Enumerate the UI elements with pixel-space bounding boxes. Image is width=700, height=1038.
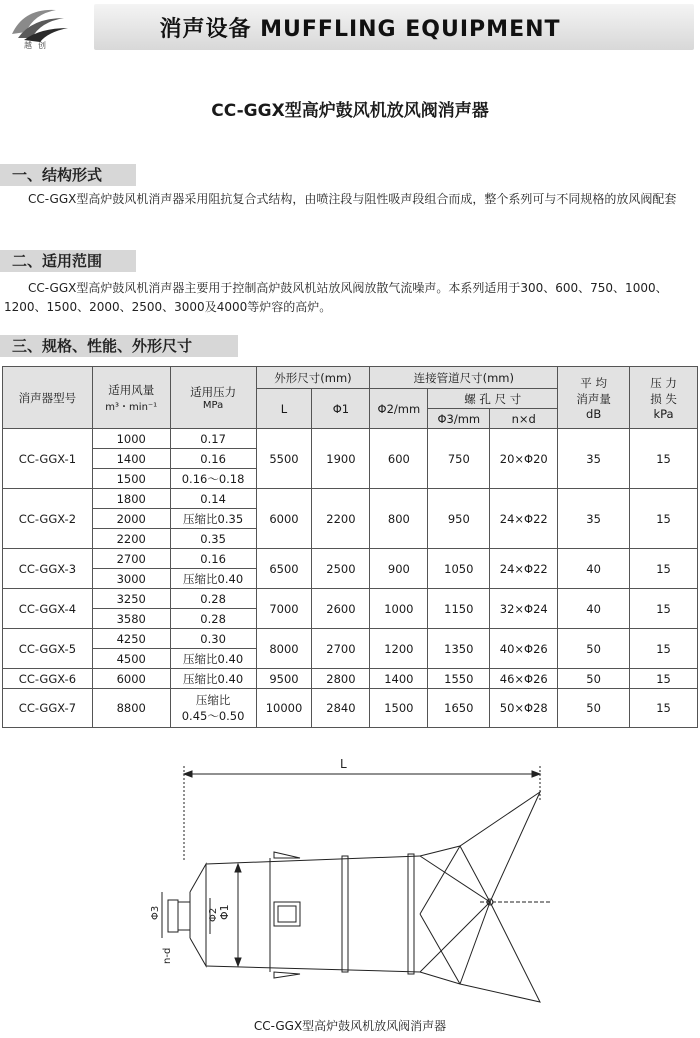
table-cell: 压缩比0.35 bbox=[170, 509, 256, 529]
table-cell: 35 bbox=[558, 429, 630, 489]
header-airflow-label: 适用风量 bbox=[108, 383, 155, 397]
table-cell: 15 bbox=[630, 489, 698, 549]
table-cell: 3000 bbox=[92, 569, 170, 589]
table-cell: 1150 bbox=[428, 589, 490, 629]
header-loss-unit: kPa bbox=[653, 406, 674, 421]
table-cell: 6000 bbox=[92, 669, 170, 689]
table-cell: 9500 bbox=[256, 669, 312, 689]
table-cell: 6000 bbox=[256, 489, 312, 549]
table-cell: 0.14 bbox=[170, 489, 256, 509]
header-phi3: Φ3/mm bbox=[428, 409, 490, 429]
table-cell: 1000 bbox=[92, 429, 170, 449]
table-cell: 950 bbox=[428, 489, 490, 549]
table-cell: 15 bbox=[630, 589, 698, 629]
header-bolt: 螺 孔 尺 寸 bbox=[428, 389, 558, 409]
header-loss-label2: 损 失 bbox=[650, 391, 677, 406]
spec-table bbox=[2, 366, 698, 728]
table-cell: 压缩比0.40 bbox=[170, 569, 256, 589]
table-cell: 2600 bbox=[312, 589, 370, 629]
header-noise bbox=[558, 367, 630, 429]
table-cell: CC-GGX-2 bbox=[3, 489, 93, 549]
header-phi2: Φ2/mm bbox=[370, 389, 428, 429]
table-row bbox=[3, 589, 698, 609]
table-cell: 40 bbox=[558, 589, 630, 629]
table-cell: 2700 bbox=[312, 629, 370, 669]
table-cell: 15 bbox=[630, 629, 698, 669]
table-cell: 1050 bbox=[428, 549, 490, 589]
table-cell: 3250 bbox=[92, 589, 170, 609]
table-cell: 0.17 bbox=[170, 429, 256, 449]
table-cell: 4500 bbox=[92, 649, 170, 669]
table-cell: 15 bbox=[630, 549, 698, 589]
table-cell: 2700 bbox=[92, 549, 170, 569]
header-L: L bbox=[256, 389, 312, 429]
table-cell: 900 bbox=[370, 549, 428, 589]
table-cell: 0.28 bbox=[170, 609, 256, 629]
table-cell: 0.35 bbox=[170, 529, 256, 549]
muffler-diagram bbox=[150, 752, 560, 1014]
dim-nd-label: n-d bbox=[162, 947, 173, 964]
spec-table-body bbox=[3, 429, 698, 728]
dim-phi1-label: Φ1 bbox=[218, 904, 231, 920]
dim-phi2-label: Φ2 bbox=[208, 907, 219, 922]
header-pressure-label: 适用压力 bbox=[190, 385, 237, 399]
table-cell: 40 bbox=[558, 549, 630, 589]
header-noise-label2: 消声量 bbox=[576, 391, 611, 406]
table-cell: 50 bbox=[558, 669, 630, 689]
table-cell: 46×Φ26 bbox=[490, 669, 558, 689]
logo-text: 越创 bbox=[24, 41, 52, 50]
table-cell: 压缩比0.40 bbox=[170, 649, 256, 669]
dim-L-label: L bbox=[340, 757, 347, 771]
table-cell: 2800 bbox=[312, 669, 370, 689]
table-row bbox=[3, 669, 698, 689]
table-cell: 1800 bbox=[92, 489, 170, 509]
table-cell: 40×Φ26 bbox=[490, 629, 558, 669]
header-outer-dims: 外形尺寸(mm) bbox=[256, 367, 370, 389]
table-cell: 1200 bbox=[370, 629, 428, 669]
table-cell: 600 bbox=[370, 429, 428, 489]
header bbox=[0, 0, 700, 56]
table-cell: 24×Φ22 bbox=[490, 549, 558, 589]
table-cell: CC-GGX-1 bbox=[3, 429, 93, 489]
table-cell: CC-GGX-7 bbox=[3, 689, 93, 728]
table-cell: 24×Φ22 bbox=[490, 489, 558, 549]
table-cell: 0.16～0.18 bbox=[170, 469, 256, 489]
table-cell: 8000 bbox=[256, 629, 312, 669]
table-cell: CC-GGX-3 bbox=[3, 549, 93, 589]
table-cell: 7000 bbox=[256, 589, 312, 629]
table-cell: 2840 bbox=[312, 689, 370, 728]
header-pressure-unit: MPa bbox=[202, 400, 224, 411]
table-cell: 5500 bbox=[256, 429, 312, 489]
table-cell: 1400 bbox=[92, 449, 170, 469]
table-cell: 1650 bbox=[428, 689, 490, 728]
section-text-structure: CC-GGX型高炉鼓风机消声器采用阻抗复合式结构，由喷注段与阻性吸声段组合而成，整个系列可与不同规格的放风阀配套 bbox=[28, 192, 677, 206]
table-row bbox=[3, 549, 698, 569]
table-cell: 压缩比0.40 bbox=[170, 669, 256, 689]
table-cell: 6500 bbox=[256, 549, 312, 589]
table-cell: 1500 bbox=[370, 689, 428, 728]
table-cell: 50 bbox=[558, 629, 630, 669]
table-row bbox=[3, 689, 698, 728]
section-text-scope: CC-GGX型高炉鼓风机消声器主要用于控制高炉鼓风机站放风阀放散气流噪声。本系列适用于300、600、750、1000、1200、1500、2000、2500、3000及4000等炉容的高炉。 bbox=[4, 281, 668, 314]
header-model: 消声器型号 bbox=[3, 367, 93, 429]
table-cell: 1500 bbox=[92, 469, 170, 489]
header-pressure bbox=[170, 367, 256, 429]
table-cell: 1400 bbox=[370, 669, 428, 689]
page-title: CC-GGX型高炉鼓风机放风阀消声器 bbox=[211, 101, 489, 121]
diagram-caption: CC-GGX型高炉鼓风机放风阀消声器 bbox=[253, 1019, 447, 1033]
header-airflow-unit: m³・min⁻¹ bbox=[105, 402, 158, 413]
section-heading-scope: 二、适用范围 bbox=[0, 250, 136, 272]
table-cell: 2000 bbox=[92, 509, 170, 529]
table-cell: 4250 bbox=[92, 629, 170, 649]
table-cell: 15 bbox=[630, 669, 698, 689]
table-cell: 15 bbox=[630, 689, 698, 728]
table-cell: CC-GGX-5 bbox=[3, 629, 93, 669]
table-cell: 0.16 bbox=[170, 549, 256, 569]
table-cell: 0.16 bbox=[170, 449, 256, 469]
header-phi1: Φ1 bbox=[312, 389, 370, 429]
header-loss bbox=[630, 367, 698, 429]
table-cell: CC-GGX-6 bbox=[3, 669, 93, 689]
table-cell: 2200 bbox=[92, 529, 170, 549]
table-cell: 2200 bbox=[312, 489, 370, 549]
table-cell: 32×Φ24 bbox=[490, 589, 558, 629]
table-cell: 0.28 bbox=[170, 589, 256, 609]
table-cell: 35 bbox=[558, 489, 630, 549]
table-cell: 15 bbox=[630, 429, 698, 489]
table-cell: 1000 bbox=[370, 589, 428, 629]
table-cell: 750 bbox=[428, 429, 490, 489]
header-airflow bbox=[92, 367, 170, 429]
header-noise-label: 平 均 bbox=[580, 375, 607, 390]
table-cell: 1350 bbox=[428, 629, 490, 669]
header-pipe-dims: 连接管道尺寸(mm) bbox=[370, 367, 558, 389]
table-cell: 3580 bbox=[92, 609, 170, 629]
table-row bbox=[3, 429, 698, 449]
dim-phi3-label: Φ3 bbox=[150, 905, 161, 920]
section-heading-specs: 三、规格、性能、外形尺寸 bbox=[0, 335, 238, 357]
table-row bbox=[3, 629, 698, 649]
header-nxd: n×d bbox=[490, 409, 558, 429]
table-cell: 50×Φ28 bbox=[490, 689, 558, 728]
section-heading-structure: 一、结构形式 bbox=[0, 164, 136, 186]
table-cell: 2500 bbox=[312, 549, 370, 589]
table-cell: 800 bbox=[370, 489, 428, 549]
table-cell: CC-GGX-4 bbox=[3, 589, 93, 629]
table-cell: 50 bbox=[558, 689, 630, 728]
table-cell: 8800 bbox=[92, 689, 170, 728]
table-cell: 压缩比 0.45～0.50 bbox=[170, 689, 256, 728]
table-cell: 20×Φ20 bbox=[490, 429, 558, 489]
table-row bbox=[3, 489, 698, 509]
header-loss-label: 压 力 bbox=[650, 375, 677, 390]
table-cell: 1900 bbox=[312, 429, 370, 489]
header-title: 消声设备 MUFFLING EQUIPMENT bbox=[159, 17, 561, 42]
table-cell: 0.30 bbox=[170, 629, 256, 649]
table-cell: 10000 bbox=[256, 689, 312, 728]
table-cell: 1550 bbox=[428, 669, 490, 689]
header-noise-unit: dB bbox=[586, 406, 602, 421]
